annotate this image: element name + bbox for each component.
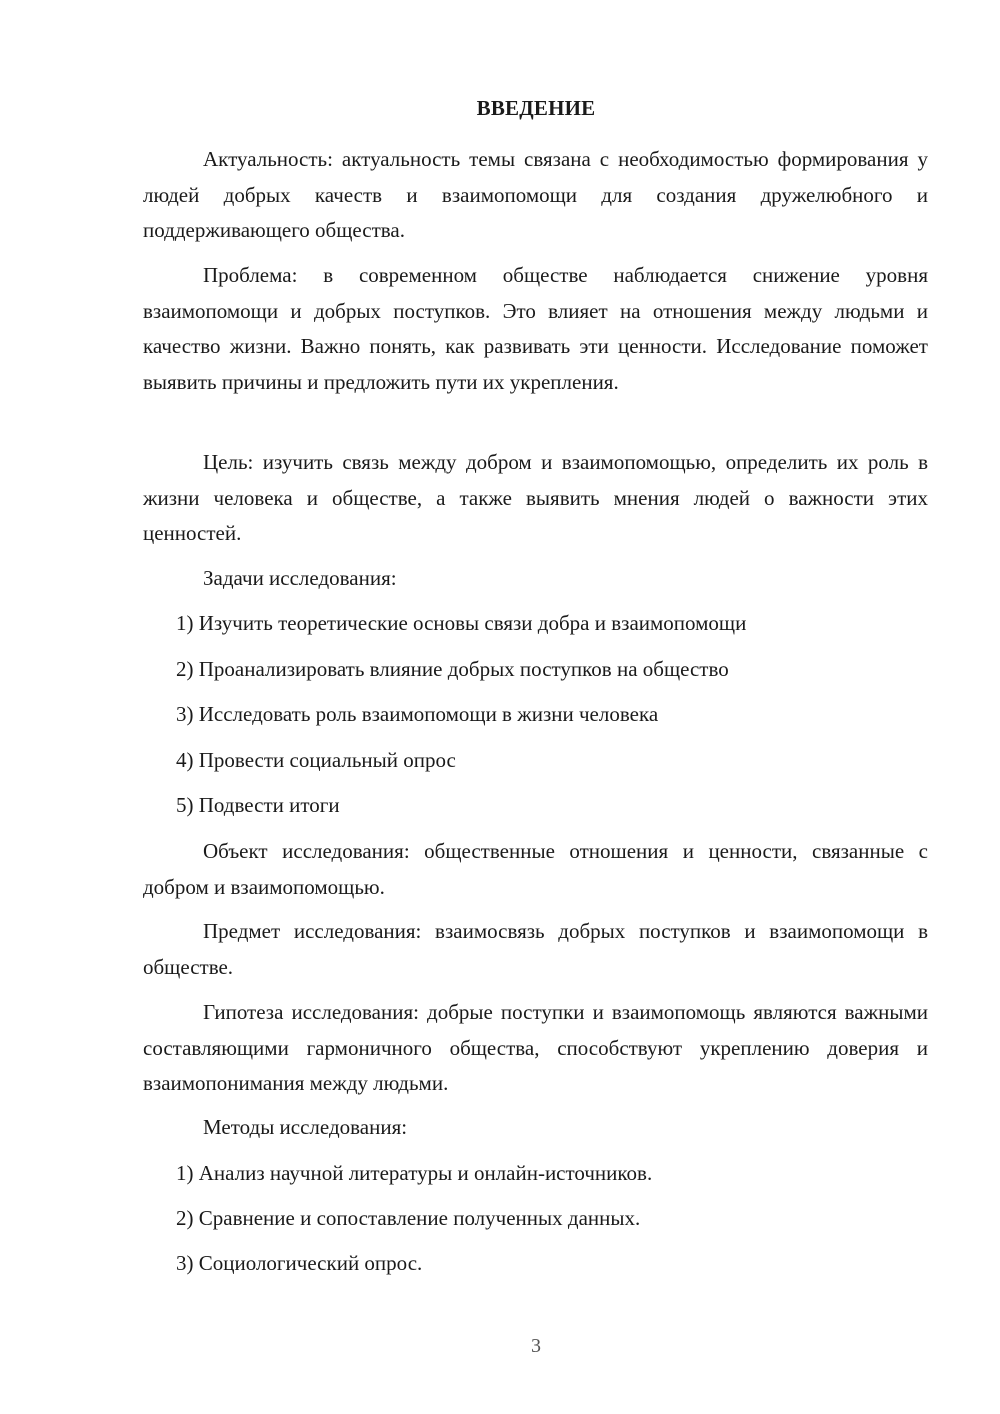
task-item: 2) Проанализировать влияние добрых поступков на общество	[176, 657, 729, 681]
method-item: 1) Анализ научной литературы и онлайн-источников.	[176, 1161, 653, 1185]
method-item: 2) Сравнение и сопоставление полученных данных.	[176, 1206, 641, 1230]
methods-heading: Методы исследования:	[203, 1115, 408, 1139]
subject-paragraph: Предмет исследования: взаимосвязь добрых поступков и взаимопомощи в обществе.	[143, 919, 928, 979]
page-title: ВВЕДЕНИЕ	[476, 96, 596, 120]
task-item: 3) Исследовать роль взаимопомощи в жизни человека	[176, 702, 659, 726]
method-item: 3) Социологический опрос.	[176, 1251, 423, 1275]
tasks-heading: Задачи исследования:	[203, 566, 397, 590]
task-item: 1) Изучить теоретические основы связи добра и взаимопомощи	[176, 611, 747, 635]
task-item: 4) Провести социальный опрос	[176, 748, 456, 772]
relevance-paragraph: Актуальность: актуальность темы связана с необходимостью формирования у людей добрых качеств и взаимопомощи для создания дружелюбного и поддерживающего общества.	[143, 147, 928, 242]
hypothesis-paragraph: Гипотеза исследования: добрые поступки и взаимопомощь являются важными составляющими гармоничного общества, способствуют укреплению доверия и взаимопонимания между людьми.	[143, 1000, 928, 1095]
object-paragraph: Объект исследования: общественные отношения и ценности, связанные с добром и взаимопомощью.	[143, 839, 928, 899]
goal-paragraph: Цель: изучить связь между добром и взаимопомощью, определить их роль в жизни человека и обществе, а также выявить мнения людей о важности этих ценностей.	[143, 450, 928, 545]
task-item: 5) Подвести итоги	[176, 793, 340, 817]
page-number: 3	[531, 1335, 541, 1357]
problem-paragraph: Проблема: в современном обществе наблюдается снижение уровня взаимопомощи и добрых поступков. Это влияет на отношения между людьми и качество жизни. Важно понять, как развивать эти ценности. Исследование поможет выявить причины и предложить пути их укрепления.	[143, 263, 928, 394]
